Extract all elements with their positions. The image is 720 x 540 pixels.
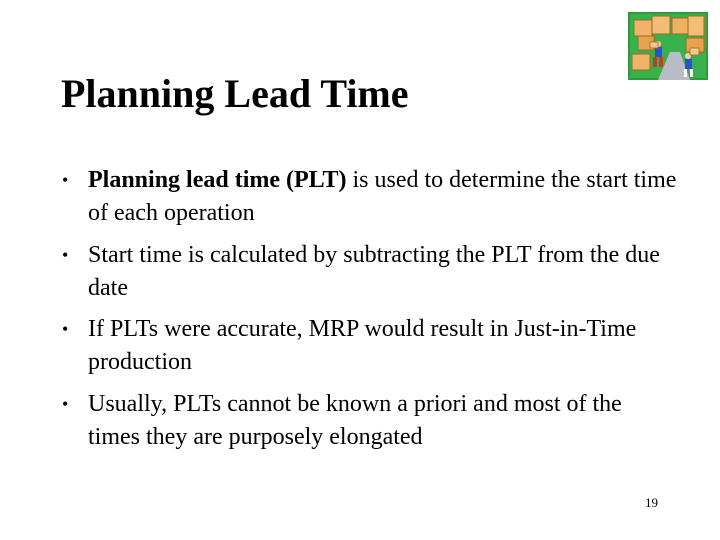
warehouse-workers-boxes-icon — [628, 12, 708, 80]
bullet-marker: • — [62, 319, 69, 339]
bullet-item — [57, 164, 677, 230]
bullet-marker: • — [62, 244, 69, 265]
bullet-text: Start time is calculated by subtracting the PLT from the due date — [88, 241, 660, 301]
bullet-item — [57, 239, 677, 305]
page-number: 19 — [645, 495, 658, 510]
bullet-text: If PLTs were accurate, MRP would result in Just-in-Time production — [88, 316, 637, 375]
bullet-text: Usually, PLTs cannot be known a priori and most of the times they are purposely elongated — [88, 390, 622, 450]
bullet-list — [57, 164, 677, 462]
bullet-item — [57, 388, 677, 454]
bullet-text: is used to determine the start time of each operation — [88, 167, 677, 226]
bullet-marker: • — [62, 393, 69, 414]
slide-title: Planning Lead Time — [61, 71, 409, 116]
bullet-marker: • — [62, 170, 69, 190]
bullet-term: Planning lead time (PLT) — [88, 167, 347, 193]
bullet-item — [57, 313, 677, 379]
